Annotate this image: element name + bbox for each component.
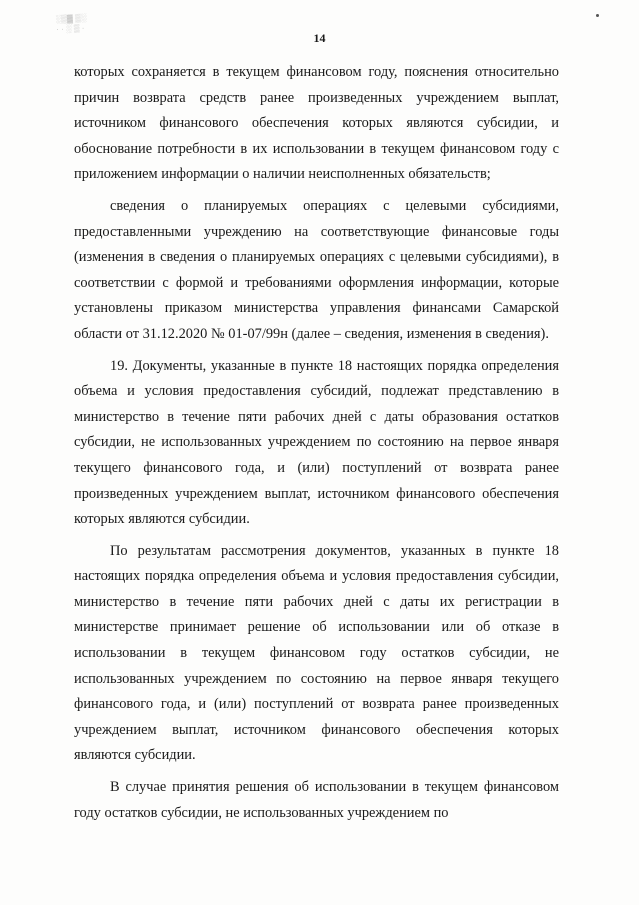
paragraph-continuation: которых сохраняется в текущем финансовом году, пояснения относительно причин возврата средств ранее произведенных учреждением выплат, источником финансового обеспечения которых являются субсидии, и обоснование потребности в их использовании в текущем финансовом году с приложением информации о наличии неисполненных обязательств; — [74, 64, 559, 183]
page-number: 14 — [313, 31, 326, 45]
paragraph-svedeniya: сведения о планируемых операциях с целевыми субсидиями, предоставленными учреждению на соответствующие финансовые годы (изменения в сведения о планируемых операциях с целевыми субсидиями), в соответствии с формой и требованиями оформления информации, которые установлены приказом министерства управления финансами Самарской области от 31.12.2020 № 01-07/99н (далее – сведения, изменения в сведения). — [74, 197, 559, 342]
faint-stamp: ░▒▓ ▒░ · · ░ ▒ · — [55, 13, 87, 34]
paragraph-decision: В случае принятия решения об использовании в текущем финансовом году остатков субсидии, не использованных учреждением по — [74, 779, 559, 821]
paragraph-item-19: 19. Документы, указанные в пункте 18 настоящих порядка определения объема и условия предоставления субсидий, подлежат представлению в министерство в течение пяти рабочих дней с даты образования остатков субсидии, не использованных учреждением по состоянию на первое января текущего финансового года, и (или) поступлений от возврата ранее произведенных учреждением выплат, источником финансового обеспечения которых являются субсидии. — [74, 357, 559, 528]
document-body — [74, 60, 559, 826]
scan-speck — [596, 14, 599, 17]
paragraph-results: По результатам рассмотрения документов, указанных в пункте 18 настоящих порядка определения объема и условия предоставления субсидии, министерство в течение пяти рабочих дней с даты их регистрации в министерстве принимает решение об использовании или об отказе в использовании в текущем финансовом году остатков субсидии, не использованных учреждением по состоянию на первое января текущего финансового года, и (или) поступлений от возврата ранее произведенных учреждением выплат, источником финансового обеспечения которых являются субсидии. — [74, 542, 559, 764]
